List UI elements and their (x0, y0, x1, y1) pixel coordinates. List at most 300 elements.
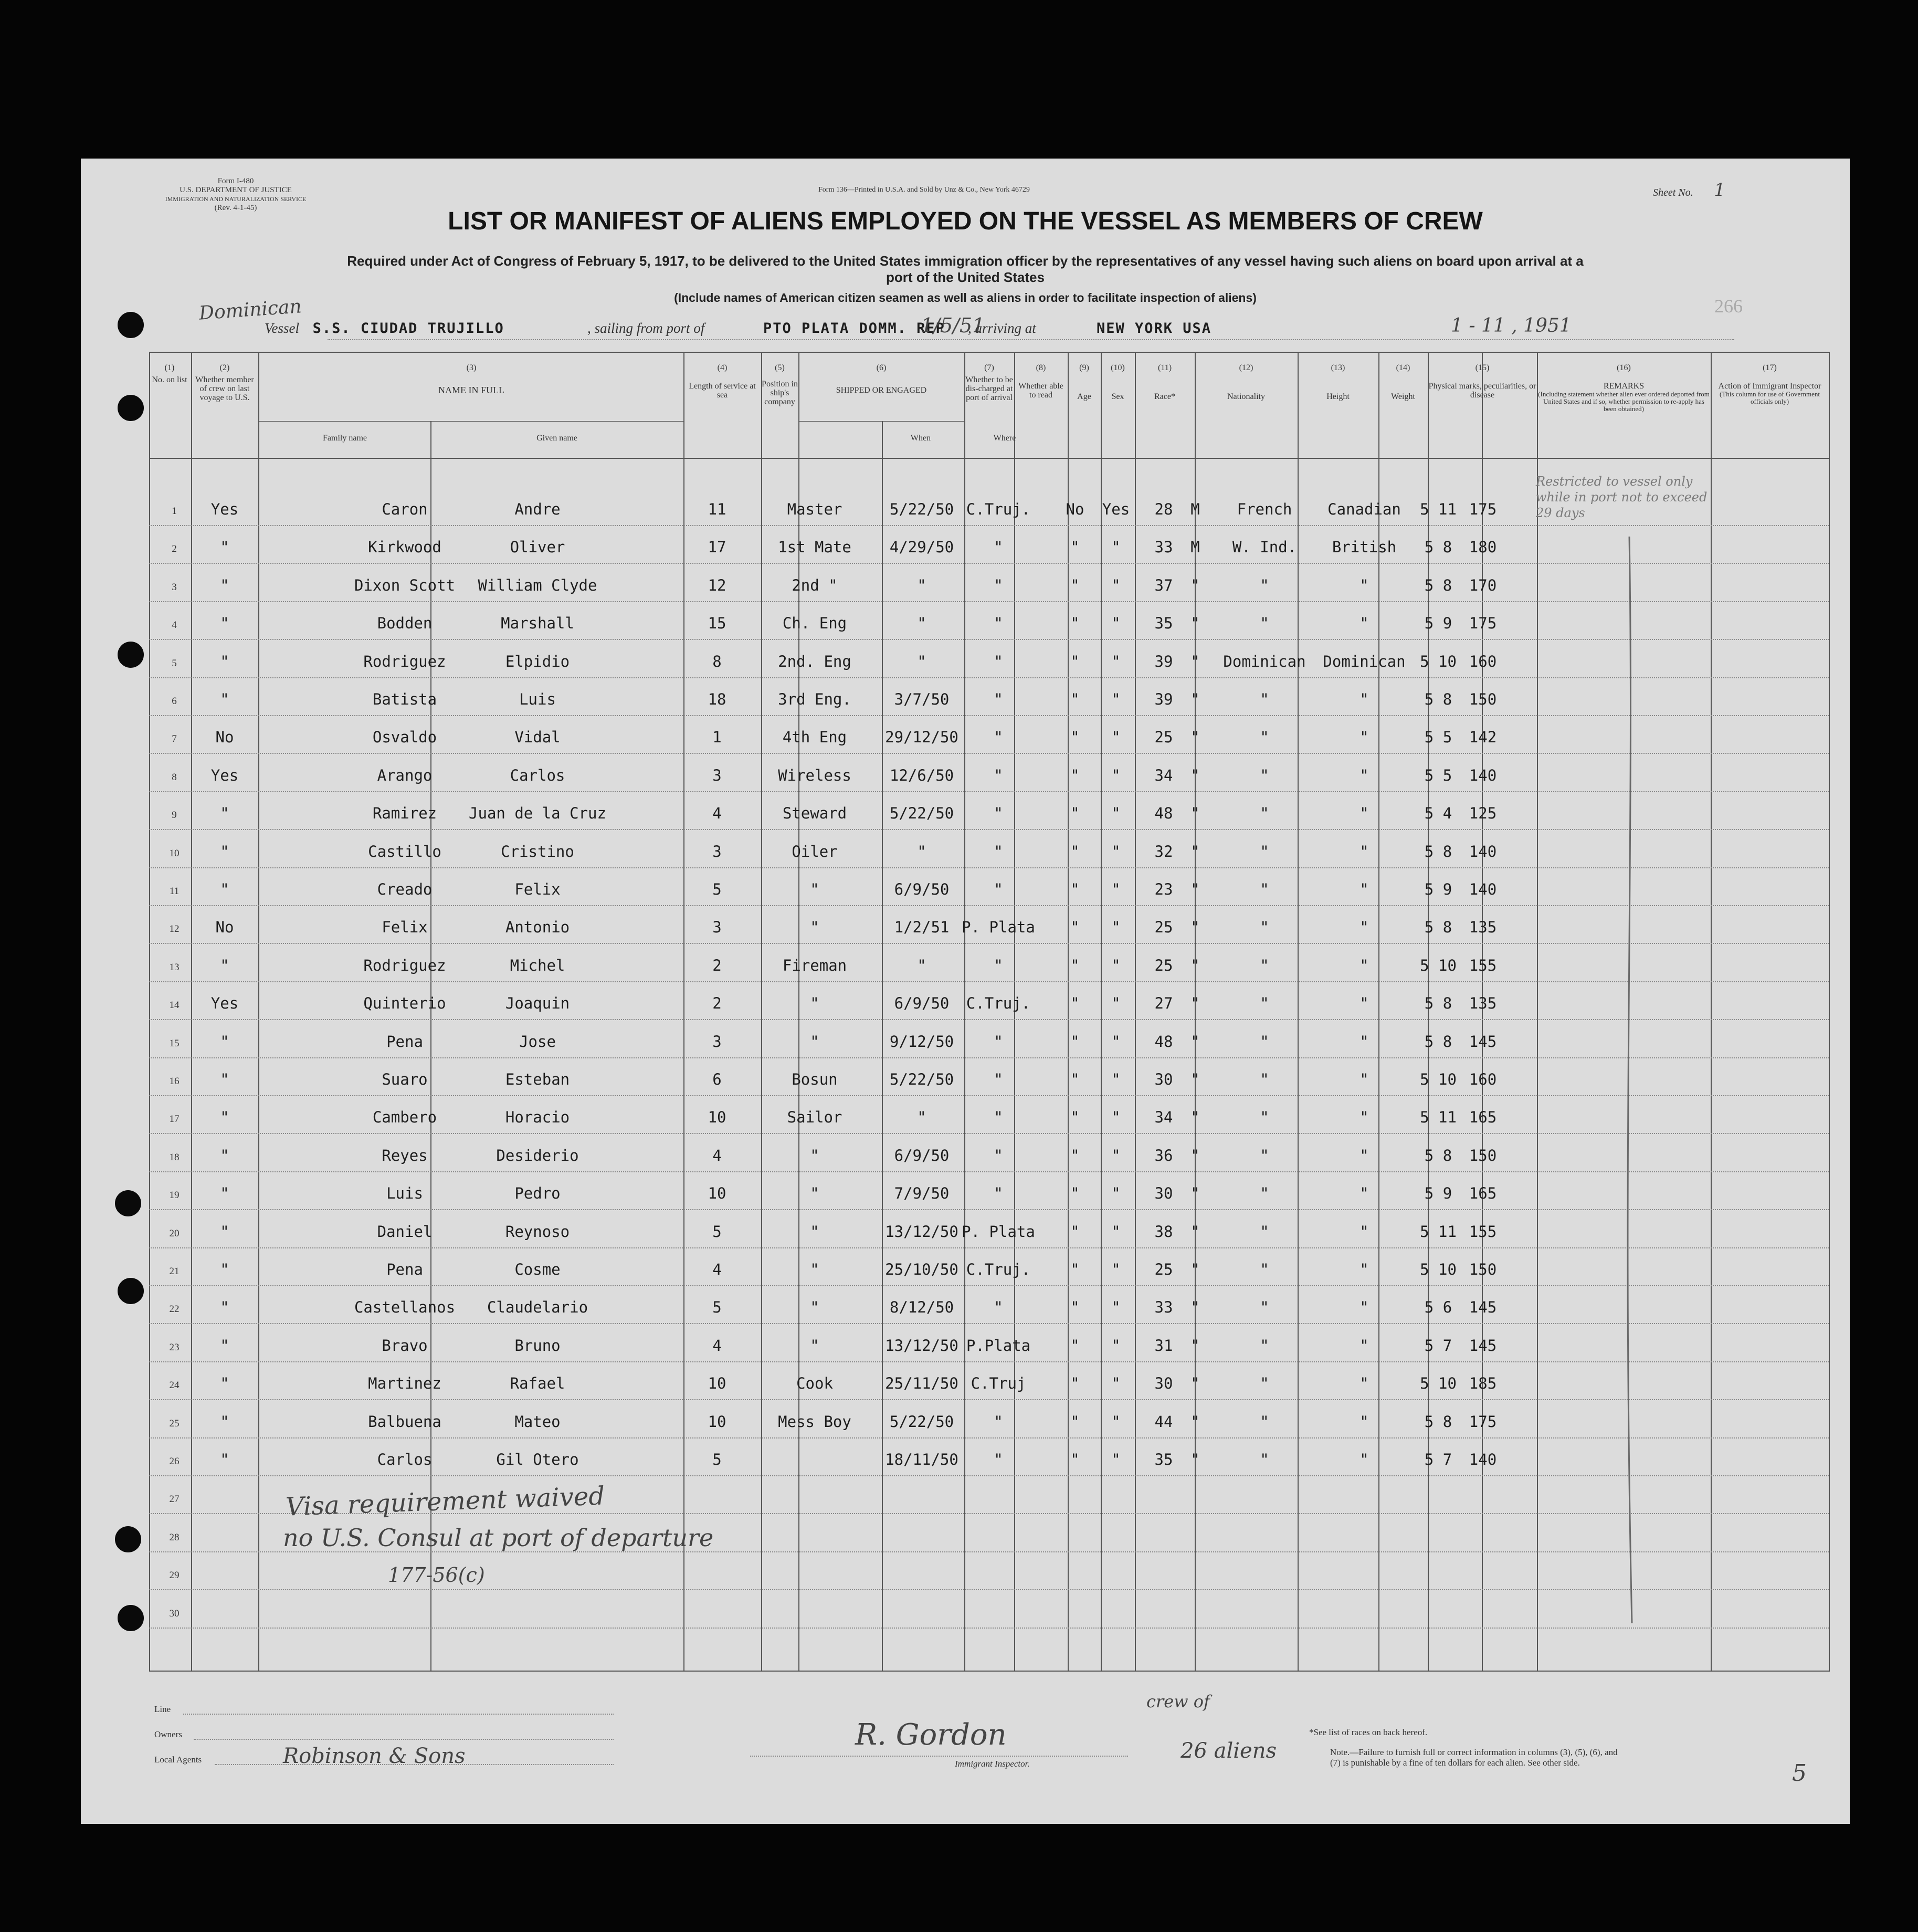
cell-family: Castellanos (354, 1298, 456, 1317)
col1-header (149, 363, 190, 384)
line-label: Line (154, 1704, 171, 1714)
cell-race: " (1260, 1108, 1269, 1127)
cell-race: " (1260, 994, 1269, 1013)
vessel-line (265, 320, 504, 337)
cell-sex: " (1190, 880, 1200, 898)
cell-position: Sailor (787, 1108, 842, 1127)
cell-race: " (1260, 1451, 1269, 1468)
cell-nationality: " (1360, 1374, 1369, 1393)
cell-family: Cambero (372, 1108, 437, 1127)
cell-service: 10 (708, 1374, 726, 1393)
cell-nationality: " (1360, 842, 1369, 860)
col1-number: (1) (164, 363, 175, 372)
cell-position: Oiler (792, 842, 838, 860)
col1-label: No. on list (152, 375, 187, 384)
cell-prev: " (220, 842, 229, 860)
cell-position: " (810, 1032, 819, 1051)
cell-given: Oliver (510, 538, 565, 556)
column-divider (1135, 352, 1136, 1671)
cell-where: " (994, 956, 1003, 974)
cell-when: " (917, 576, 926, 594)
cell-disch: " (1070, 614, 1080, 633)
cell-when: 5/22/50 (889, 804, 954, 823)
cell-where: " (994, 842, 1003, 860)
row-number: 27 (169, 1494, 180, 1505)
cell-given: Vidal (514, 728, 561, 747)
cell-height: 5 8 (1424, 690, 1452, 708)
col6-where-header: Where (993, 434, 1016, 443)
cell-prev: " (220, 956, 229, 974)
cell-weight: 140 (1469, 880, 1497, 898)
col10-header (1101, 363, 1135, 401)
local-agents-label: Local Agents (154, 1755, 202, 1765)
row-number: 14 (169, 1000, 180, 1011)
col2-label: Whether member of crew on last voyage to U.S. (195, 375, 254, 402)
cell-position: " (810, 1222, 819, 1241)
cell-disch: " (1070, 1032, 1080, 1051)
cell-age: 33 (1154, 538, 1173, 556)
cell-read: " (1111, 614, 1121, 633)
cell-sex: " (1190, 994, 1200, 1013)
cell-weight: 145 (1469, 1298, 1497, 1317)
cell-race: " (1260, 690, 1269, 708)
form-number: Form I-480 (217, 177, 254, 185)
cell-height: 5 4 (1424, 804, 1452, 823)
cell-prev: " (220, 576, 229, 594)
cell-race: " (1260, 880, 1269, 898)
races-note: *See list of races on back hereof. (1309, 1727, 1428, 1737)
cell-weight: 140 (1469, 842, 1497, 860)
cell-where: " (994, 880, 1003, 898)
cell-when: 18/11/50 (885, 1451, 958, 1468)
col6-header-main-number: (6) (876, 363, 887, 372)
cell-service: 10 (708, 1184, 726, 1203)
column-divider (1711, 352, 1712, 1671)
cell-weight: 175 (1469, 500, 1497, 518)
col17-header-sublabel: (This column for use of Government officials only) (1720, 390, 1820, 405)
cell-weight: 185 (1469, 1374, 1497, 1393)
cell-prev: " (220, 1108, 229, 1127)
shipped-divider (882, 421, 883, 1671)
row-separator (149, 1399, 1829, 1400)
vessel-name: S.S. CIUDAD TRUJILLO (312, 320, 504, 337)
cell-prev: " (220, 1032, 229, 1051)
cell-given: Esteban (505, 1070, 570, 1088)
cell-sex: " (1190, 1298, 1200, 1317)
cell-position: Bosun (792, 1070, 838, 1088)
cell-given: Bruno (514, 1336, 561, 1354)
cell-service: 10 (708, 1412, 726, 1431)
cell-age: 38 (1154, 1222, 1173, 1241)
cell-read: " (1111, 1412, 1121, 1431)
cell-given: Elpidio (505, 652, 570, 670)
cell-family: Reyes (382, 1146, 428, 1164)
cell-nationality: " (1360, 804, 1369, 823)
cell-service: 3 (712, 1032, 722, 1051)
col5-header-main-number: (5) (775, 363, 785, 372)
cell-given: Pedro (514, 1184, 561, 1203)
cell-nationality: " (1360, 1336, 1369, 1354)
row-number: 4 (172, 620, 177, 631)
cell-age: 33 (1154, 1298, 1173, 1317)
column-divider (1537, 352, 1538, 1671)
cell-family: Castillo (368, 842, 441, 860)
cell-height: 5 11 (1420, 500, 1457, 518)
col12-header-number: (12) (1239, 363, 1253, 372)
cell-family: Arango (377, 766, 433, 784)
cell-height: 5 10 (1420, 1070, 1457, 1088)
cell-when: 5/22/50 (889, 1412, 954, 1431)
row-number: 20 (169, 1227, 180, 1239)
cell-where: " (994, 538, 1003, 556)
row-number: 2 (172, 543, 177, 555)
cell-height: 5 10 (1420, 652, 1457, 670)
cell-age: 44 (1154, 1412, 1173, 1431)
cell-where: C.Truj (971, 1374, 1026, 1393)
row-separator (149, 867, 1829, 868)
row-separator (149, 1171, 1829, 1172)
crew-count-line-2: 26 aliens (1181, 1739, 1277, 1763)
cell-weight: 165 (1469, 1184, 1497, 1203)
row-number: 16 (169, 1076, 180, 1087)
cell-nationality: " (1360, 994, 1369, 1013)
cell-height: 5 6 (1424, 1298, 1452, 1317)
cell-sex: " (1190, 766, 1200, 784)
cell-service: 11 (708, 500, 726, 518)
col13-header-number: (13) (1331, 363, 1345, 372)
row-number: 28 (169, 1531, 180, 1543)
cell-race: " (1260, 804, 1269, 823)
cell-height: 5 10 (1420, 1374, 1457, 1393)
cell-position: Ch. Eng (782, 614, 847, 633)
col3-number: (3) (466, 363, 477, 372)
requirement-statement (133, 253, 1797, 286)
sheet-number-label: Sheet No. (1653, 187, 1693, 198)
cell-when: " (917, 842, 926, 860)
cell-position: " (810, 994, 819, 1013)
cell-disch: " (1070, 842, 1080, 860)
cell-position: Steward (782, 804, 847, 823)
cell-when: 25/11/50 (885, 1374, 958, 1393)
cell-weight: 155 (1469, 956, 1497, 974)
cell-height: 5 10 (1420, 956, 1457, 974)
row-number: 9 (172, 810, 177, 821)
cell-prev: " (220, 1146, 229, 1164)
column-divider (258, 352, 259, 1671)
cell-disch: " (1070, 728, 1080, 747)
cell-prev: " (220, 880, 229, 898)
col5-header-main (761, 363, 798, 406)
corner-mark: 5 (1792, 1760, 1807, 1787)
cell-weight: 145 (1469, 1336, 1497, 1354)
cell-weight: 160 (1469, 652, 1497, 670)
cell-sex: " (1190, 1146, 1200, 1164)
header-bottom-border (149, 458, 1830, 459)
row-number: 5 (172, 657, 177, 669)
cell-position: 1st Mate (778, 538, 851, 556)
col3-given-header: Given name (536, 434, 577, 443)
punch-hole (118, 312, 144, 338)
cell-where: " (994, 1298, 1003, 1317)
col4-label: Length of service at sea (689, 382, 756, 400)
cell-age: 25 (1154, 918, 1173, 937)
cell-age: 30 (1154, 1374, 1173, 1393)
cell-race: " (1260, 728, 1269, 747)
cell-given: Desiderio (496, 1146, 579, 1164)
cell-family: Rodriguez (363, 652, 446, 670)
column-divider (191, 352, 192, 1671)
cell-height: 5 8 (1424, 842, 1452, 860)
cell-where: C.Truj. (966, 500, 1031, 518)
cell-when: " (917, 614, 926, 633)
cell-age: 31 (1154, 1336, 1173, 1354)
cell-when: " (917, 956, 926, 974)
col14-header-label: Weight (1391, 392, 1415, 401)
cell-family: Pena (386, 1032, 423, 1051)
punch-hole (115, 1190, 141, 1216)
cell-read: " (1111, 728, 1121, 747)
cell-read: " (1111, 1336, 1121, 1354)
cell-when: 3/7/50 (894, 690, 950, 708)
requirement-note: (Include names of American citizen seamen as well as aliens in order to facilitate inspection of aliens) (674, 291, 1257, 304)
cell-height: 5 7 (1424, 1336, 1452, 1354)
row-number: 17 (169, 1114, 180, 1125)
cell-age: 35 (1154, 614, 1173, 633)
cell-nationality: " (1360, 728, 1369, 747)
col9-header-label: Age (1077, 392, 1091, 401)
punch-hole (115, 1526, 141, 1552)
cell-race: " (1260, 1374, 1269, 1393)
cell-sex: " (1190, 918, 1200, 937)
cell-nationality: " (1360, 1298, 1369, 1317)
cell-position: Cook (796, 1374, 833, 1393)
cell-race: " (1260, 576, 1269, 594)
cell-disch: " (1070, 652, 1080, 670)
cell-age: 32 (1154, 842, 1173, 860)
cell-disch: " (1070, 1222, 1080, 1241)
row-number: 11 (169, 886, 180, 897)
cell-position: " (810, 1184, 819, 1203)
cell-age: 48 (1154, 1032, 1173, 1051)
cell-height: 5 8 (1424, 576, 1452, 594)
cell-family: Carlos (377, 1451, 433, 1468)
punch-hole (118, 642, 144, 668)
row-separator (149, 1247, 1829, 1248)
cell-when: 5/22/50 (889, 1070, 954, 1088)
cell-service: 12 (708, 576, 726, 594)
cell-position: 4th Eng (782, 728, 847, 747)
cell-service: 5 (712, 1451, 722, 1468)
cell-nationality: " (1360, 1261, 1369, 1278)
cell-where: P.Plata (966, 1336, 1031, 1354)
cell-weight: 150 (1469, 1261, 1497, 1278)
cell-position: 3rd Eng. (778, 690, 851, 708)
row-number: 24 (169, 1380, 180, 1391)
col3-label: NAME IN FULL (438, 385, 504, 395)
cell-weight: 142 (1469, 728, 1497, 747)
cell-given: Michel (510, 956, 565, 974)
cell-given: Juan de la Cruz (469, 804, 606, 823)
col17-header-number: (17) (1763, 363, 1777, 372)
cell-when: 12/6/50 (889, 766, 954, 784)
cell-nationality: " (1360, 1146, 1369, 1164)
col15-header-label: Physical marks, peculiarities, or disease (1428, 382, 1536, 400)
cell-read: " (1111, 1070, 1121, 1088)
cell-height: 5 8 (1424, 1412, 1452, 1431)
cell-when: 25/10/50 (885, 1261, 958, 1278)
row-separator (149, 715, 1829, 716)
cell-height: 5 11 (1420, 1108, 1457, 1127)
cell-disch: " (1070, 766, 1080, 784)
cell-service: 6 (712, 1070, 722, 1088)
cell-age: 25 (1154, 956, 1173, 974)
cell-nationality: " (1360, 1108, 1369, 1127)
col9-header-number: (9) (1079, 363, 1089, 372)
cell-sex: " (1190, 1412, 1200, 1431)
cell-family: Martinez (368, 1374, 441, 1393)
col13-header (1298, 363, 1378, 401)
cell-prev: " (220, 538, 229, 556)
cell-sex: " (1190, 842, 1200, 860)
cell-prev: " (220, 1374, 229, 1393)
cell-when: 13/12/50 (885, 1222, 958, 1241)
row-separator (149, 563, 1829, 564)
cell-family: Batista (372, 690, 437, 708)
cell-given: Felix (514, 880, 561, 898)
row-number: 18 (169, 1151, 180, 1163)
cell-position: " (810, 880, 819, 898)
cell-where: " (994, 1146, 1003, 1164)
shipped-subheader-line (798, 421, 964, 422)
cell-when: 6/9/50 (894, 880, 950, 898)
cell-height: 5 11 (1420, 1222, 1457, 1241)
cell-sex: " (1190, 804, 1200, 823)
cell-sex: " (1190, 1108, 1200, 1127)
col7-header (964, 363, 1014, 402)
cell-weight: 160 (1469, 1070, 1497, 1088)
col8-header-number: (8) (1036, 363, 1046, 372)
cell-where: " (994, 804, 1003, 823)
cell-race: " (1260, 1336, 1269, 1354)
col9-header (1068, 363, 1101, 401)
remarks-handwritten: Restricted to vessel only while in port not to exceed 29 days (1536, 474, 1708, 520)
col17-header-label: Action of Immigrant Inspector (1718, 382, 1821, 391)
cell-read: " (1111, 842, 1121, 860)
cell-given: William Clyde (478, 576, 597, 594)
col4-header (684, 363, 760, 400)
cell-height: 5 8 (1424, 1032, 1452, 1051)
row-separator (149, 1057, 1829, 1058)
cell-position: " (810, 1298, 819, 1317)
inspector-signature: R. Gordon (855, 1718, 1007, 1752)
cell-disch: " (1070, 804, 1080, 823)
cell-nationality: " (1360, 576, 1369, 594)
cell-sex: " (1190, 1451, 1200, 1468)
arrival-port: NEW YORK USA (1097, 320, 1212, 337)
cell-weight: 150 (1469, 690, 1497, 708)
row-number: 25 (169, 1418, 180, 1429)
cell-service: 2 (712, 994, 722, 1013)
cell-service: 4 (712, 804, 722, 823)
cell-height: 5 9 (1424, 880, 1452, 898)
cell-family: Bodden (377, 614, 433, 633)
cell-given: Gil Otero (496, 1451, 579, 1468)
row-separator (149, 981, 1829, 982)
cell-given: Rafael (510, 1374, 565, 1393)
cell-height: 5 8 (1424, 1146, 1452, 1164)
cell-read: " (1111, 1374, 1121, 1393)
cell-disch: " (1070, 538, 1080, 556)
cell-service: 18 (708, 690, 726, 708)
punch-hole (118, 1605, 144, 1631)
row-number: 6 (172, 696, 177, 707)
cell-family: Luis (386, 1184, 423, 1203)
column-divider (1298, 352, 1299, 1671)
column-divider (149, 352, 150, 1671)
cell-read: " (1111, 1184, 1121, 1203)
column-divider (761, 352, 762, 1671)
cell-service: 15 (708, 614, 726, 633)
form-revision: (Rev. 4-1-45) (214, 204, 257, 212)
cell-height: 5 9 (1424, 1184, 1452, 1203)
cell-disch: No (1066, 500, 1084, 518)
row-number: 29 (169, 1570, 180, 1581)
vessel-label: Vessel (265, 320, 299, 336)
cell-given: Luis (519, 690, 556, 708)
cell-sex: " (1190, 614, 1200, 633)
cell-position: 2nd " (792, 576, 838, 594)
cell-when: 29/12/50 (885, 728, 958, 747)
cell-given: Cosme (514, 1261, 561, 1278)
cell-service: 2 (712, 956, 722, 974)
cell-read: " (1111, 652, 1121, 670)
cell-position: " (810, 1146, 819, 1164)
cell-read: " (1111, 1222, 1121, 1241)
cell-family: Daniel (377, 1222, 433, 1241)
cell-read: " (1111, 1108, 1121, 1127)
vessel-nationality-handwritten: Dominican (198, 296, 302, 324)
name-divider (430, 421, 431, 1671)
cell-age: 25 (1154, 728, 1173, 747)
cell-nationality: " (1360, 1222, 1369, 1241)
cell-where: " (994, 1412, 1003, 1431)
cell-weight: 165 (1469, 1108, 1497, 1127)
row-separator (149, 525, 1829, 526)
cell-read: " (1111, 576, 1121, 594)
cell-where: " (994, 614, 1003, 633)
row-separator (149, 1285, 1829, 1286)
cell-disch: " (1070, 1146, 1080, 1164)
manifest-sheet (81, 159, 1850, 1824)
service-name: IMMIGRATION AND NATURALIZATION SERVICE (165, 195, 307, 203)
arriving-label: , arriving at (968, 320, 1036, 336)
cell-where: " (994, 1108, 1003, 1127)
row-number: 26 (169, 1456, 180, 1467)
cell-family: Kirkwood (368, 538, 441, 556)
cell-when: 6/9/50 (894, 1146, 950, 1164)
cell-age: 30 (1154, 1184, 1173, 1203)
cell-prev: Yes (210, 766, 239, 784)
column-divider (1829, 352, 1830, 1671)
cell-when: 5/22/50 (889, 500, 954, 518)
row-number: 7 (172, 733, 177, 745)
cell-disch: " (1070, 1070, 1080, 1088)
cell-disch: " (1070, 956, 1080, 974)
cell-where: " (994, 1070, 1003, 1088)
cell-prev: " (220, 1298, 229, 1317)
cell-family: Suaro (382, 1070, 428, 1088)
cell-age: 30 (1154, 1070, 1173, 1088)
